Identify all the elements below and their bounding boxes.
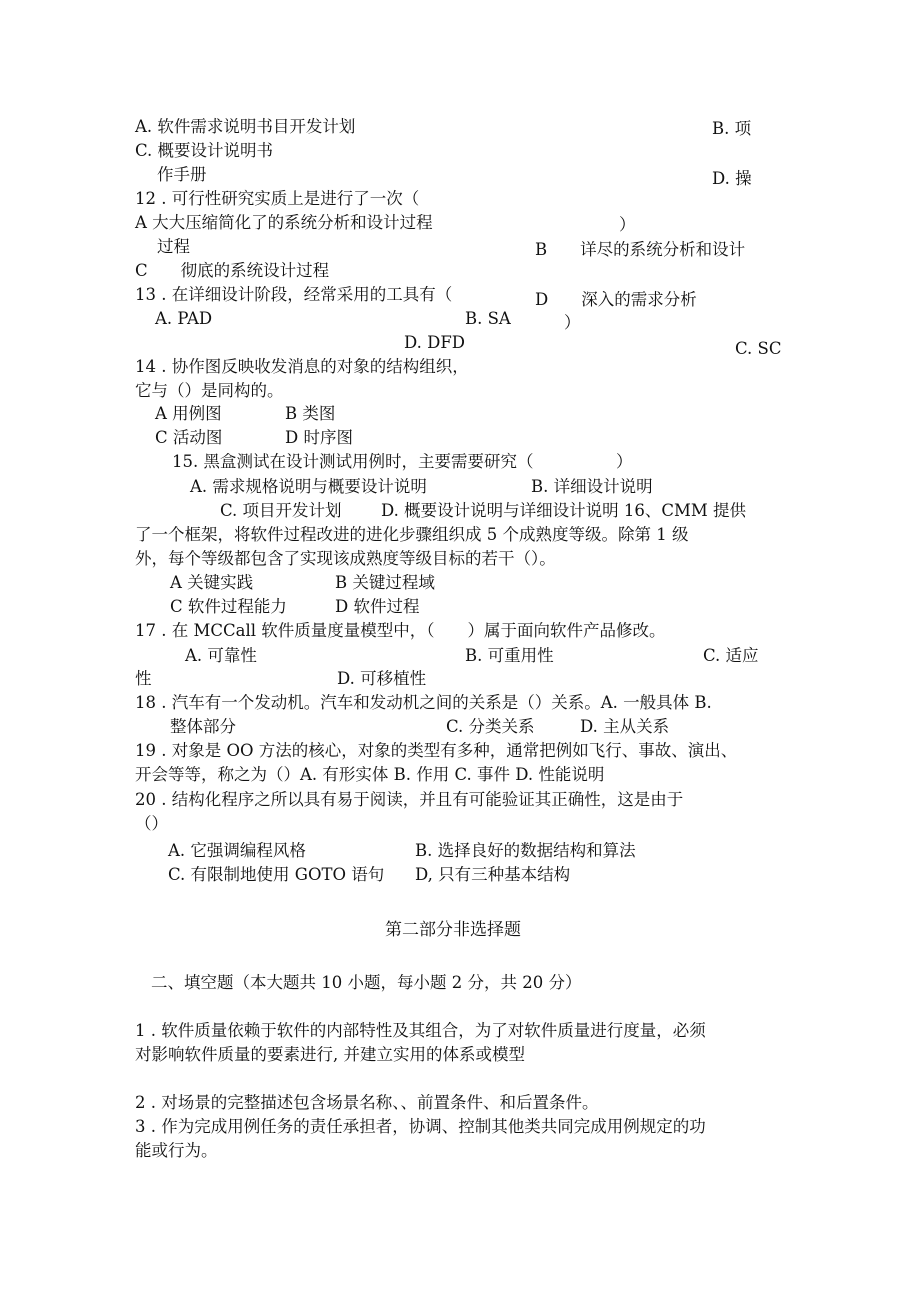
q11-option-a: A. 软件需求说明书目开发计划 — [135, 117, 356, 136]
q20-stem-line1: 20 . 结构化程序之所以具有易于阅读，并且有可能验证其正确性，这是由于 — [135, 790, 684, 809]
q19-line2: 开会等等，称之为（）A. 有形实体 B. 作用 C. 事件 D. 性能说明 — [135, 765, 605, 784]
q11-option-d: D. 操 — [712, 169, 752, 188]
q19-line1: 19 . 对象是 OO 方法的核心，对象的类型有多种，通常把例如飞行、事故、演出、 — [135, 741, 738, 760]
q17-stem: 17 . 在 MCCall 软件质量度量模型中，（ ）属于面向软件产品修改。 — [135, 621, 666, 640]
q17-option-c: C. 适应 — [703, 646, 759, 665]
fill-q3-line1: 3 . 作为完成用例任务的责任承担者，协调、控制其他类共同完成用例规定的功 — [135, 1117, 706, 1136]
q16-option-c: C 软件过程能力 — [170, 597, 287, 616]
q16-option-b: B 关键过程域 — [335, 573, 435, 592]
q16-option-a: A 关键实践 — [170, 573, 254, 592]
q16-option-d: D 软件过程 — [335, 597, 420, 616]
fill-q1-line2: 对影响软件质量的要素进行, 并建立实用的体系或模型 — [135, 1045, 525, 1064]
q18-option-c: C. 分类关系 — [446, 717, 535, 736]
q13-close-paren: ） — [564, 313, 581, 332]
q16-line2: 了一个框架，将软件过程改进的进化步骤组织成 5 个成熟度等级。除第 1 级 — [135, 525, 689, 544]
q12-option-c: C 彻底的系统设计过程 — [135, 261, 330, 280]
fill-in-section-title: 二、填空题（本大题共 10 小题，每小题 2 分，共 20 分） — [151, 973, 582, 992]
q15-option-a: A. 需求规格说明与概要设计说明 — [190, 477, 427, 496]
q12-stem: 12 . 可行性研究实质上是进行了一次（ — [135, 189, 420, 208]
q14-option-d: D 时序图 — [285, 428, 353, 447]
fill-q1-line1: 1 . 软件质量依赖于软件的内部特性及其组合，为了对软件质量进行度量，必须 — [135, 1021, 706, 1040]
q15-stem: 15. 黑盒测试在设计测试用例时，主要需要研究（ ） — [172, 452, 633, 471]
q12-option-d: D 深入的需求分析 — [535, 290, 697, 309]
q14-option-a: A 用例图 — [155, 404, 222, 423]
q20-option-c: C. 有限制地使用 GOTO 语句 — [168, 865, 385, 884]
q11-option-c: C. 概要设计说明书 — [135, 141, 274, 160]
q12-close-paren: ） — [619, 215, 636, 234]
q13-option-c: C. SC — [735, 339, 782, 358]
q18-stem: 18 . 汽车有一个发动机。汽车和发动机之间的关系是（）关系。A. 一般具体 B. — [135, 693, 712, 712]
q15-option-b: B. 详细设计说明 — [531, 477, 653, 496]
fill-q3-line2: 能或行为。 — [135, 1141, 218, 1160]
q12-option-a-tail: 过程 — [157, 237, 190, 256]
q17-option-a: A. 可靠性 — [185, 646, 257, 665]
q13-option-d: D. DFD — [404, 333, 466, 352]
q20-option-d: D, 只有三种基本结构 — [415, 865, 571, 884]
q18-option-d: D. 主从关系 — [580, 717, 670, 736]
q17-option-c-tail: 性 — [135, 669, 152, 688]
q17-option-d: D. 可移植性 — [337, 669, 427, 688]
q20-option-a: A. 它强调编程风格 — [168, 841, 306, 860]
q14-stem-line2: 它与（）是同构的。 — [135, 381, 284, 400]
q14-option-c: C 活动图 — [155, 428, 223, 447]
part-two-heading: 第二部分非选择题 — [385, 920, 521, 940]
fill-q2: 2 . 对场景的完整描述包含场景名称、、前置条件、和后置条件。 — [135, 1093, 599, 1112]
q17-option-b: B. 可重用性 — [465, 646, 554, 665]
q13-option-a: A. PAD — [155, 309, 213, 328]
q16-line3: 外，每个等级都包含了实现该成熟度等级目标的若干（）。 — [135, 549, 556, 568]
q14-stem-line1: 14 . 协作图反映收发消息的对象的结构组织， — [135, 357, 469, 376]
q15-option-c: C. 项目开发计划 — [220, 501, 342, 520]
q11-option-b: B. 项 — [712, 119, 752, 138]
q20-option-b: B. 选择良好的数据结构和算法 — [415, 841, 636, 860]
q12-option-b: B 详尽的系统分析和设计 — [535, 240, 746, 259]
q14-option-b: B 类图 — [285, 404, 336, 423]
q11-option-d-tail: 作手册 — [157, 165, 207, 184]
q18-option-b-tail: 整体部分 — [170, 717, 236, 736]
q20-stem-line2: （） — [135, 814, 168, 833]
q13-stem: 13 . 在详细设计阶段，经常采用的工具有（ — [135, 285, 453, 304]
q15-option-d-q16-start: D. 概要设计说明与详细设计说明 16、CMM 提供 — [381, 501, 747, 520]
q12-option-a: A 大大压缩简化了的系统分析和设计过程 — [135, 213, 433, 232]
q13-option-b: B. SA — [465, 309, 511, 328]
